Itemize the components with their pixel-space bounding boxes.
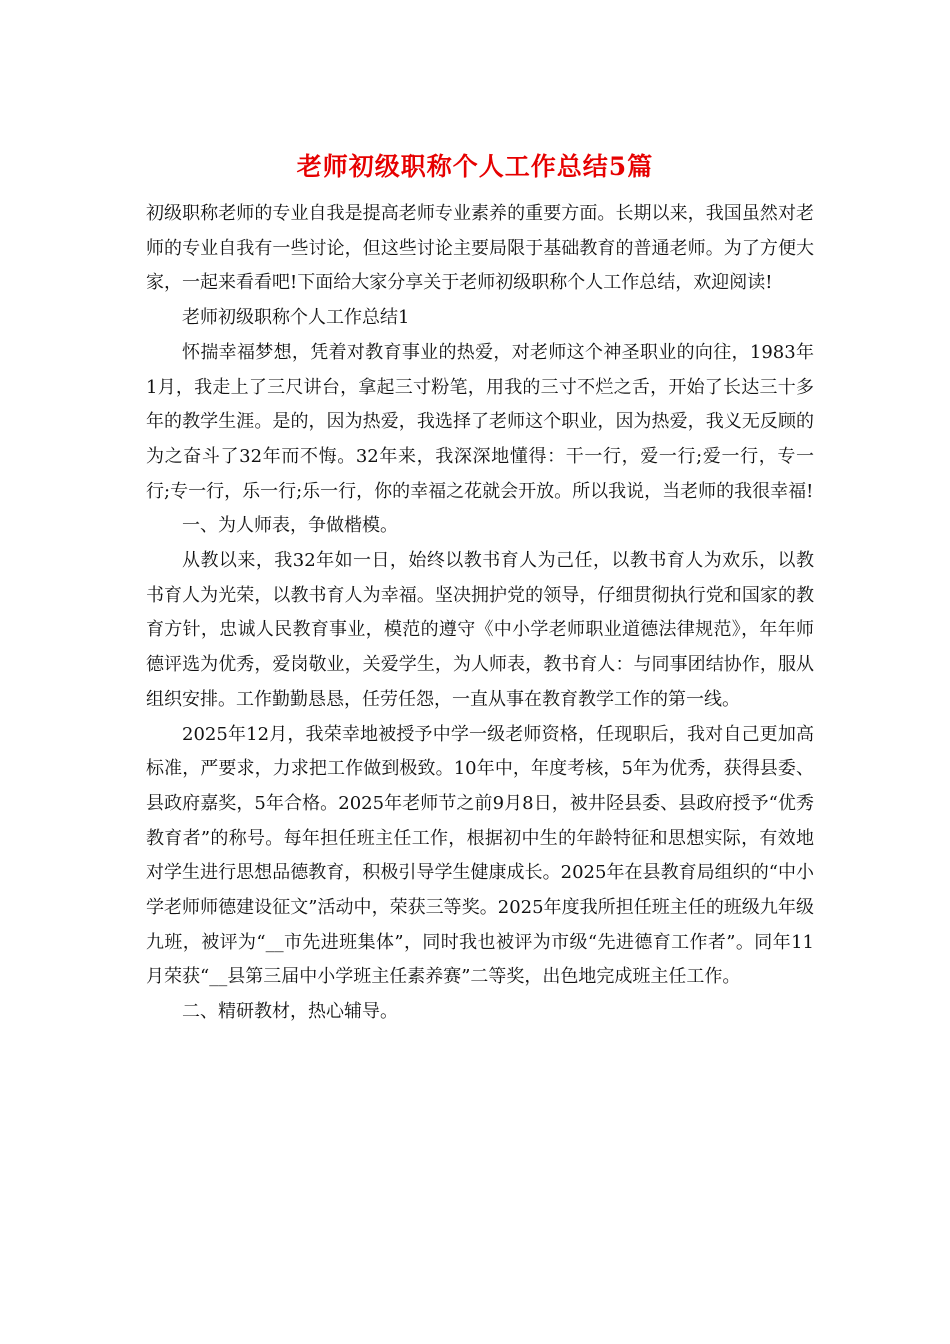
subsection-heading: 一、为人师表，争做楷模。 [182,515,398,537]
subsection-heading: 二、精研教材，热心辅导。 [182,1001,398,1023]
section-heading: 老师初级职称个人工作总结1 [182,307,410,329]
document-body [146,197,814,1030]
intro-paragraph: 初级职称老师的专业自我是提高老师专业素养的重要方面。长期以来，我国虽然对老师的专业自我有一些讨论，但这些讨论主要局限于基础教育的普通老师。为了方便大家，一起来看看吧!下面给大家分享关于老师初级职称个人工作总结，欢迎阅读! [146,203,814,294]
body-paragraph: 从教以来，我32年如一日，始终以教书育人为己任，以教书育人为欢乐，以教书育人为光荣，以教书育人为幸福。坚决拥护党的领导，仔细贯彻执行党和国家的教育方针，忠诚人民教育事业，模范的遵守《中小学老师职业道德法律规范》，年年师德评选为优秀，爱岗敬业，关爱学生，为人师表，教书育人：与同事团结协作，服从组织安排。工作勤勤恳恳，任劳任怨，一直从事在教育教学工作的第一线。 [146,550,814,710]
body-paragraph: 怀揣幸福梦想，凭着对教育事业的热爱，对老师这个神圣职业的向往，1983年1月，我走上了三尺讲台，拿起三寸粉笔，用我的三寸不烂之舌，开始了长达三十多年的教学生涯。是的，因为热爱，我选择了老师这个职业，因为热爱，我义无反顾的为之奋斗了32年而不悔。32年来，我深深地懂得：干一行，爱一行;爱一行，专一行;专一行，乐一行;乐一行，你的幸福之花就会开放。所以我说，当老师的我很幸福! [146,341,814,502]
document-title: 老师初级职称个人工作总结5篇 [296,152,654,181]
body-paragraph: 2025年12月，我荣幸地被授予中学一级老师资格，任现职后，我对自己更加高标准，严要求，力求把工作做到极致。10年中，年度考核，5年为优秀，获得县委、县政府嘉奖，5年合格。2025年老师节之前9月8日，被井陉县委、县政府授予“优秀教育者”的称号。每年担任班主任工作，根据初中生的年龄特征和思想实际，有效地对学生进行思想品德教育，积极引导学生健康成长。2025年在县教育局组织的“中小学老师师德建设征文”活动中，荣获三等奖。2025年度我所担任班主任的班级九年级九班，被评为“__市先进班集体”，同时我也被评为市级“先进德育工作者”。同年11月荣获“__县第三届中小学班主任素养赛”二等奖，出色地完成班主任工作。 [146,723,814,988]
